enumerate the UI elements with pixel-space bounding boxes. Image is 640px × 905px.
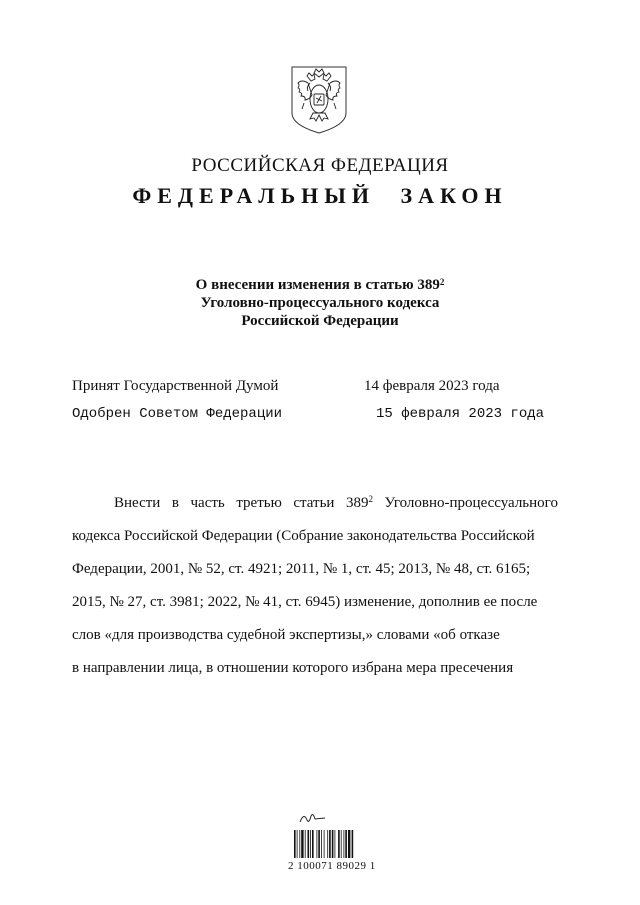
body-word: статьи [293,495,335,511]
barcode-bar [301,830,303,858]
body-line-3: Федерации, 2001, № 52, ст. 4921; 2011, № 1, ст. 45; 2013, № 48, ст. 6165; [72,561,531,577]
country-name: РОССИЙСКАЯ ФЕДЕРАЦИЯ [191,155,449,176]
duma-date: 14 февраля 2023 года [364,378,500,394]
body-line-4: 2015, № 27, ст. 3981; 2022, № 41, ст. 6945) изменение, дополнив ее после [72,594,538,610]
law-type-heading: ФЕДЕРАЛЬНЫЙ ЗАКОН [132,183,508,208]
barcode-bar [318,830,320,858]
barcode-icon [294,830,374,858]
barcode-bar [321,830,322,858]
barcode-bar [299,830,300,858]
law-title [0,276,640,330]
barcode-bar [352,830,354,858]
law-title-line-1 [0,276,640,294]
barcode-bar [327,830,328,858]
barcode-block [288,810,380,880]
body-line-1 [72,487,558,520]
body-line-6: в направлении лица, в отношении которого избрана мера пресечения [72,660,514,676]
council-date: 15 февраля 2023 года [376,406,545,422]
barcode-bar [338,830,340,858]
council-label: Одобрен Советом Федерации [72,406,283,422]
law-title-line-1-text: О внесении изменения в статью 389 [195,277,440,293]
body-article-number-text: 389 [346,495,369,511]
barcode-bar [310,830,311,858]
barcode-bar [297,830,298,858]
duma-label: Принят Государственной Думой [72,378,279,394]
barcode-bar [308,830,310,858]
body-word: в [171,495,179,511]
law-body [72,487,558,685]
body-line-2: кодекса Российской Федерации (Собрание законодательства Российской [72,528,535,544]
body-word: Уголовно-процессуального [384,495,558,511]
coat-of-arms-icon [286,63,352,137]
law-title-superscript: 2 [439,277,445,287]
barcode-bar [317,830,318,858]
body-article-number [346,487,373,520]
body-word: часть [190,495,225,511]
barcode-bar [335,830,336,858]
body-word: третью [236,495,282,511]
law-title-line-3: Российской Федерации [241,313,399,329]
barcode-bar [332,830,334,858]
barcode-bar [341,830,342,858]
body-line-5: слов «для производства судебной экспертизы,» словами «об отказе [72,627,500,643]
barcode-bar [294,830,296,858]
barcode-bar [348,830,350,858]
barcode-bar [345,830,347,858]
barcode-bar [305,830,306,858]
signature-mark-icon [298,810,328,826]
barcode-bar [312,830,314,858]
barcode-bar [344,830,345,858]
barcode-bar [324,830,325,858]
body-article-superscript: 2 [368,494,373,504]
barcode-number: 2 100071 89029 1 [288,860,376,872]
law-title-line-2: Уголовно-процессуального кодекса [200,295,440,311]
body-word: Внести [114,495,161,511]
barcode-bar [329,830,331,858]
